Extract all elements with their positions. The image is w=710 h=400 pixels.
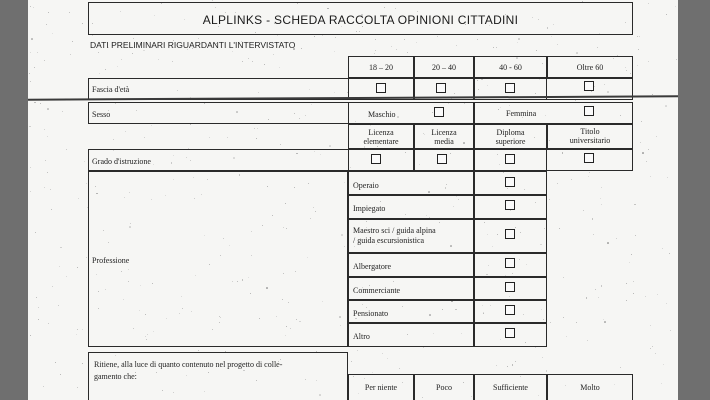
scan-speck [144,137,145,138]
scan-speck [40,103,41,104]
scan-speck [404,39,405,40]
scan-speck [536,50,537,51]
scan-speck [648,149,649,150]
profession-checkbox-pensionato[interactable] [505,305,515,315]
scan-speck [113,139,114,140]
age-option-40-60: 40 - 60 [499,63,522,72]
scan-speck [252,61,253,62]
scan-speck [301,48,302,49]
scan-speck [675,6,676,7]
scan-speck [477,39,478,40]
scan-speck [50,189,51,190]
scan-speck [72,41,73,42]
scan-speck [357,350,358,351]
question-text: Ritiene, alla luce di quanto contenuto nel progetto di colle- gamento che: [94,360,283,381]
scan-speck [507,366,508,367]
profession-option-commerciante: Commerciante [353,286,401,295]
sex-female-label: Femmina [506,109,537,118]
scan-speck [190,124,191,125]
age-option-20-40: 20 – 40 [432,63,456,72]
scan-speck [667,177,668,178]
scan-speck [34,102,36,104]
scan-speck [198,38,199,39]
edu-option-elementary: Licenza elementare [363,128,399,146]
profession-checkbox-commerciante[interactable] [505,282,515,292]
scan-speck [551,36,553,38]
age-checkbox-20-40[interactable] [436,83,446,93]
edu-checkbox-middle[interactable] [437,154,447,164]
scan-speck [375,50,376,51]
scan-speck [662,248,663,249]
scan-speck [92,35,93,36]
scan-speck [47,136,49,138]
scan-speck [232,51,233,52]
sex-label: Sesso [92,110,111,119]
scan-speck [592,218,594,220]
scan-speck [52,286,53,287]
age-checkbox-18-20[interactable] [376,83,386,93]
scan-speck [634,204,636,206]
scan-speck [322,35,323,36]
scan-speck [633,281,634,282]
scan-speck [666,14,667,15]
scan-speck [30,81,31,82]
scan-speck [158,59,159,60]
scan-speck [559,228,560,229]
scan-speck [640,142,641,143]
scan-speck [512,364,514,366]
scan-speck [44,60,45,61]
scan-speck [77,329,78,330]
scan-speck [598,297,599,298]
scan-speck [550,322,551,323]
profession-checkbox-impiegato[interactable] [505,200,515,210]
scan-speck [29,73,30,74]
scan-speck [557,44,558,45]
scan-speck [334,51,335,52]
scan-speck [121,59,122,60]
profession-option-maestro-sci: Maestro sci / guida alpina / guida escursionistica [353,226,436,245]
scan-speck [646,161,647,162]
scan-speck [33,7,34,8]
scan-speck [661,383,662,384]
section-heading: DATI PRELIMINARI RIGUARDANTI L'INTERVISTATO [90,40,296,50]
edu-option-diploma: Diploma superiore [495,128,526,146]
scan-speck [638,49,639,50]
scan-speck [642,152,644,154]
scan-speck [600,198,601,199]
scan-speck [637,36,638,37]
scan-speck [117,66,118,67]
scan-speck [98,52,99,53]
scan-speck [38,307,39,308]
scan-speck [273,54,274,55]
scan-speck [669,253,670,254]
scale-option-molto: Molto [580,383,600,392]
scan-speck [43,386,44,387]
profession-option-altro: Altro [353,332,370,341]
scan-speck [515,361,516,362]
scan-speck [77,387,78,388]
scan-speck [456,45,457,46]
scan-speck [62,111,63,112]
scan-speck [60,374,61,375]
scan-speck [351,361,352,362]
scan-speck [66,149,67,150]
scan-speck [626,283,627,284]
scan-speck [629,262,630,263]
edu-checkbox-diploma[interactable] [505,154,515,164]
scan-speck [604,321,606,323]
scan-speck [437,36,438,37]
scan-speck [637,65,638,66]
edu-option-university: Titolo universitario [569,127,611,145]
scan-speck [566,336,567,337]
scan-speck [374,53,375,54]
scan-speck [670,330,671,331]
scan-speck [30,52,31,53]
scan-speck [387,358,388,359]
scan-speck [588,176,589,177]
title-box [88,2,633,35]
scan-speck [549,199,550,200]
scan-speck [648,3,649,4]
scan-speck [60,247,62,249]
scan-speck [280,144,281,145]
scan-speck [666,303,667,304]
scan-speck [542,357,543,358]
scan-speck [82,363,83,364]
scan-speck [399,368,400,369]
scan-speck [571,179,572,180]
scan-speck [48,323,50,325]
scan-speck [48,12,49,13]
scan-speck [639,36,640,37]
scan-speck [31,38,33,40]
scan-speck [279,67,280,68]
scan-speck [86,257,87,258]
age-option-over-60: Oltre 60 [576,63,604,72]
scan-speck [656,136,657,137]
profession-checkbox-operaio[interactable] [505,177,515,187]
scan-speck [77,267,78,268]
profession-option-pensionato: Pensionato [353,309,389,318]
edu-checkbox-university[interactable] [584,153,594,163]
scan-speck [125,131,126,132]
profession-option-impiegato: Impiegato [353,204,386,213]
scan-speck [663,364,664,365]
scan-speck [37,52,38,53]
age-option-18-20: 18 – 20 [369,63,393,72]
scan-speck [563,317,564,318]
scale-option-poco: Poco [436,383,452,392]
scan-speck [172,61,173,62]
scan-speck [36,297,37,298]
scan-speck [82,23,83,24]
scan-speck [382,353,383,354]
scan-speck [563,277,564,278]
age-checkbox-over-60[interactable] [584,81,594,91]
scan-speck [407,52,408,53]
scan-speck [55,362,56,363]
scan-speck [59,266,61,268]
scan-speck [38,319,39,320]
scan-speck [496,365,497,366]
scan-speck [655,353,656,354]
scan-speck [375,39,376,40]
scan-speck [51,209,52,210]
scan-speck [105,69,106,70]
profession-checkbox-maestro-sci[interactable] [505,229,515,239]
scan-speck [593,234,594,235]
scan-speck [84,161,85,162]
scan-speck [30,335,31,336]
scan-speck [589,172,590,173]
scan-speck [607,242,609,244]
scan-speck [396,49,397,50]
scan-speck [631,254,632,255]
scan-speck [496,47,497,48]
profession-option-operaio: Operaio [353,181,379,190]
scan-speck [423,347,424,348]
scan-speck [391,46,392,47]
scan-speck [132,53,133,54]
sex-male-cell [348,102,474,124]
scan-speck [151,125,152,126]
scan-speck [70,54,71,55]
scan-speck [133,38,134,39]
scan-speck [650,348,651,349]
scan-speck [648,61,649,62]
scan-speck [335,37,336,38]
age-label: Fascia d'età [92,85,130,94]
scan-speck [30,191,31,192]
scan-speck [212,0,213,1]
scan-speck [242,61,243,62]
profession-label: Professione [92,256,130,265]
scan-speck [29,126,31,128]
scan-speck [586,297,588,299]
scan-speck [676,59,677,60]
scan-speck [47,108,49,110]
scan-speck [493,47,494,48]
scan-speck [587,340,588,341]
scan-speck [601,187,602,188]
education-label: Grado d'istruzione [92,157,151,166]
profession-checkbox-albergatore[interactable] [505,258,515,268]
scan-speck [46,24,47,25]
scan-speck [635,235,636,236]
scan-speck [52,33,53,34]
scan-speck [34,67,35,68]
scan-speck [99,73,100,74]
scan-speck [264,64,265,65]
scan-speck [665,105,667,107]
scan-speck [44,187,45,188]
scan-speck [30,167,32,169]
scan-speck [30,6,31,7]
scan-speck [416,42,417,43]
edu-row-cell-1 [348,149,414,171]
scan-speck [254,128,255,129]
scan-speck [82,329,84,331]
scan-speck [597,47,598,48]
sex-female-cell [474,102,633,124]
scan-speck [44,129,45,130]
scan-speck [576,322,577,323]
scan-speck [601,204,602,205]
scan-speck [227,137,228,138]
scan-speck [329,145,331,147]
scan-speck [595,289,596,290]
scan-speck [626,300,627,301]
scan-speck [583,210,584,211]
scan-speck [650,176,651,177]
form-title: ALPLINKS - SCHEDA RACCOLTA OPINIONI CITTADINI [202,13,519,27]
scan-speck [58,305,59,306]
scan-speck [314,36,315,37]
sex-female-checkbox[interactable] [584,106,594,116]
profession-checkbox-altro[interactable] [505,328,515,338]
scan-speck [576,52,578,54]
scan-speck [620,367,621,368]
profession-option-albergatore: Albergatore [353,262,392,271]
scan-speck [641,121,642,122]
scan-speck [47,172,48,173]
age-checkbox-40-60[interactable] [505,83,515,93]
scan-speck [657,294,658,295]
scan-speck [248,58,249,59]
scan-speck [601,285,603,287]
scan-speck [209,137,210,138]
scan-speck [257,128,258,129]
sex-male-checkbox[interactable] [434,107,444,117]
scan-speck [616,238,617,239]
scale-option-per-niente: Per niente [364,383,398,392]
scan-speck [78,198,79,199]
scan-speck [652,346,653,347]
scan-speck [256,138,257,139]
scan-speck [69,12,71,14]
scan-speck [546,370,548,372]
scan-speck [45,160,46,161]
scan-speck [633,293,634,294]
sex-male-label: Maschio [368,110,396,119]
scan-speck [518,38,520,40]
scanned-form-page [28,0,678,400]
scan-speck [66,276,67,277]
edu-option-middle: Licenza media [431,128,457,146]
scale-option-sufficiente: Sufficiente [493,383,528,392]
scan-speck [557,183,558,184]
edu-checkbox-elementary[interactable] [371,154,381,164]
scan-speck [35,232,36,233]
scan-speck [645,296,646,297]
scan-speck [650,325,651,326]
scan-speck [76,334,77,335]
scan-speck [517,42,518,43]
